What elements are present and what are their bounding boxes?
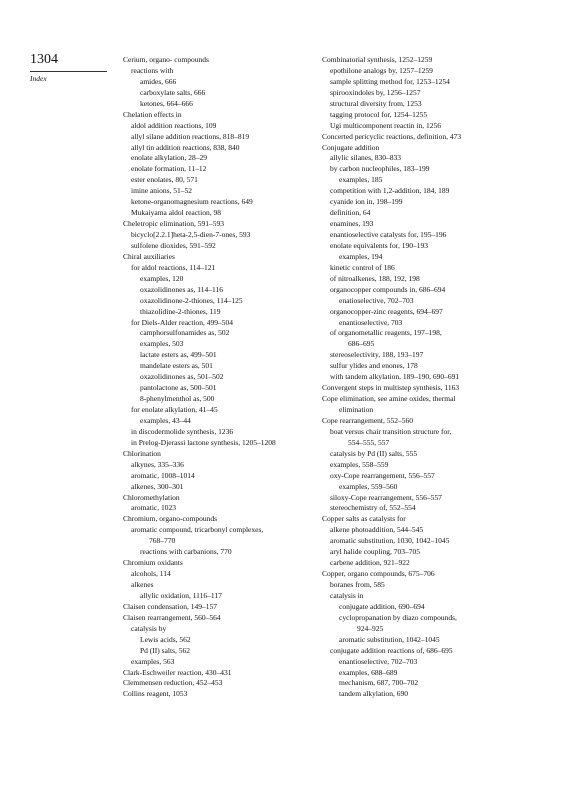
index-subentry: organocopper compounds in, 686–694 (330, 284, 446, 294)
index-subentry: alkynes, 335–336 (131, 459, 184, 469)
index-entry: Collins reagent, 1053 (123, 689, 188, 699)
index-subentry: carboxylate salts, 666 (140, 87, 206, 97)
index-subentry: with tandem alkylation, 189–190, 690–691 (330, 372, 460, 382)
index-subentry: in discodermolide synthesis, 1236 (131, 426, 234, 436)
index-subentry: ketones, 664–666 (140, 98, 193, 108)
section-label: Index (30, 74, 47, 83)
index-subentry: for enolate alkylation, 41–45 (131, 405, 218, 414)
index-subentry: boat versus chair transition structure for, (330, 426, 452, 436)
index-entry: Chromium, organo-compounds (123, 514, 218, 524)
index-subentry: oxazolidinone-2-thiones, 114–125 (140, 295, 243, 305)
index-subentry: camphorsulfonamides as, 502 (140, 328, 230, 338)
index-entry: Combinatorial synthesis, 1252–1259 (322, 55, 433, 64)
index-subentry: allylic oxidation, 1116–117 (140, 590, 222, 600)
page-number: 1304 (30, 52, 58, 67)
index-subentry: mechanism, 687, 700–702 (339, 678, 419, 688)
index-subentry: Ugi multicomponent reactin in, 1256 (330, 120, 442, 130)
index-subentry: spirooxindoles by, 1256–1257 (330, 87, 421, 97)
index-subentry: for Diels-Alder reaction, 499–504 (131, 317, 234, 327)
index-subentry: enatioselective, 702–703 (339, 295, 414, 305)
index-entry: Chlorination (123, 448, 161, 458)
index-subentry: carbene addition, 921–922 (330, 558, 410, 568)
index-subentry: aromatic substitution, 1030, 1042–1045 (330, 536, 450, 546)
index-subentry: reactions with carbanions, 770 (140, 547, 232, 557)
index-entry: Cope rearrangement, 552–560 (322, 415, 414, 425)
index-entry: Concerted pericyclic reactions, definition, 473 (322, 131, 462, 141)
index-subentry: cyclopropanation by diazo compounds, (339, 612, 457, 622)
index-subentry: enantioselective, 703 (339, 317, 403, 327)
index-entry: Convergent steps in multistep synthesis, 1163 (322, 383, 460, 393)
index-subentry: enantioselective catalysts for, 195–196 (330, 230, 447, 239)
index-subentry: sulfur ylides and enones, 178 (330, 361, 418, 371)
index-entry: Copper, organo compounds, 675–706 (322, 569, 435, 579)
index-entry: Clark-Eschweiler reaction, 430–431 (123, 667, 232, 677)
index-subentry: aromatic, 1008–1014 (131, 470, 195, 480)
index-subentry: sample splitting method for, 1253–1254 (330, 76, 450, 86)
index-subentry: of organometallic reagents, 197–198, (330, 328, 442, 338)
index-subentry: thiazolidine-2-thiones, 119 (140, 306, 221, 316)
index-subentry: examples, 563 (131, 656, 175, 666)
index-subentry: examples, 559–560 (339, 481, 398, 491)
index-subentry: catalysis by (131, 623, 167, 633)
index-subentry: boranes from, 585 (330, 580, 385, 589)
index-subentry: allyl silane addition reactions, 818–819 (131, 131, 250, 141)
index-subentry: examples, 43–44 (140, 415, 191, 425)
index-subentry: examples, 120 (140, 273, 184, 283)
index-entry: Clemmensen reduction, 452–453 (123, 678, 223, 688)
index-subentry: 768–770 (149, 536, 176, 546)
index-subentry: catalysis by Pd (II) salts, 555 (330, 448, 418, 458)
index-subentry: lactate esters as, 499–501 (140, 350, 217, 360)
index-subentry: elimination (339, 405, 374, 414)
index-subentry: enolate equivalents for, 190–193 (330, 240, 429, 250)
index-subentry: examples, 503 (140, 339, 184, 349)
index-subentry: ketone-organomagnesium reactions, 649 (131, 197, 253, 207)
index-entry: Cheletropic elimination, 591–593 (123, 219, 225, 229)
index-subentry: tagging protocol for, 1254–1255 (330, 109, 428, 119)
index-subentry: stereochemistry of, 552–554 (330, 503, 416, 513)
index-entry: Cerium, organo- compounds (123, 55, 209, 64)
index-subentry: mandelate esters as, 501 (140, 361, 213, 371)
index-entry: Chloromethylation (123, 492, 180, 502)
index-subentry: Lewis acids, 562 (140, 634, 191, 644)
index-subentry: oxy-Cope rearrangement, 556–557 (330, 470, 435, 480)
index-entry: Claisen rearrangement, 560–564 (123, 612, 221, 622)
index-subentry: aldol addition reactions, 109 (131, 120, 217, 130)
index-subentry: examples, 688–689 (339, 667, 398, 677)
index-subentry: examples, 194 (339, 251, 383, 261)
index-subentry: 554–555, 557 (348, 437, 390, 447)
index-entry: Chiral auxiliaries (123, 251, 175, 261)
index-subentry: kinetic control of 186 (330, 262, 395, 272)
index-subentry: aromatic, 1023 (131, 503, 176, 513)
index-subentry: aryl halide coupling, 703–705 (330, 547, 420, 557)
index-subentry: oxazolidinones as, 501–502 (140, 372, 224, 382)
index-subentry: siloxy-Cope rearrangement, 556–557 (330, 492, 442, 502)
index-subentry: of nitroalkenes, 188, 192, 198 (330, 273, 420, 283)
index-entry: Conjugate addition (322, 142, 380, 152)
index-subentry: alkenes (131, 580, 154, 589)
index-subentry: tandem alkylation, 690 (339, 689, 408, 699)
index-subentry: aromatic compound, tricarbonyl complexes, (131, 525, 264, 535)
index-subentry: for aldol reactions, 114–121 (131, 262, 216, 272)
index-subentry: epothilone analogs by, 1257–1259 (330, 65, 433, 75)
index-subentry: ester enolates, 80, 571 (131, 175, 198, 185)
index-entry: Copper salts as catalysts for (322, 514, 406, 524)
index-subentry: alkene photoaddition, 544–545 (330, 525, 424, 535)
index-subentry: competition with 1,2-addition, 184, 189 (330, 186, 450, 196)
index-subentry: structural diversity from, 1253 (330, 98, 422, 108)
index-subentry: enamines, 193 (330, 219, 374, 229)
index-subentry: aromatic substitution, 1042–1045 (339, 634, 440, 644)
index-subentry: by carbon nucleophiles, 183–199 (330, 164, 430, 174)
index-subentry: Pd (II) salts, 562 (140, 645, 190, 655)
index-entry: Chelation effects in (123, 109, 182, 119)
index-subentry: bicyclo[2.2.1]heta-2,5-dien-7-ones, 593 (131, 230, 251, 239)
index-subentry: enolate alkylation, 28–29 (131, 153, 208, 163)
index-subentry: allyl tin addition reactions, 838, 840 (131, 142, 240, 152)
index-subentry: amides, 666 (140, 76, 177, 86)
index-subentry: catalysis in (330, 590, 364, 600)
index-subentry: cyanide ion in, 198–199 (330, 197, 403, 207)
index-subentry: in Prelog-Djerassi lactone synthesis, 1205–1208 (131, 437, 276, 447)
index-subentry: 686–695 (348, 339, 375, 349)
index-subentry: pantolactone as, 500–501 (140, 383, 217, 393)
index-subentry: examples, 185 (339, 175, 383, 185)
index-column-right (322, 55, 461, 700)
index-entry: Chromium oxidants (123, 558, 183, 568)
index-subentry: Mukaiyama aldol reaction, 98 (131, 208, 221, 218)
header-rule (30, 71, 107, 72)
index-entry: Claisen condensation, 149–157 (123, 601, 217, 611)
index-subentry: examples, 558–559 (330, 459, 389, 469)
index-subentry: alcohols, 114 (131, 569, 171, 579)
index-subentry: 924–925 (357, 623, 384, 633)
index-subentry: sulfolene dioxides, 591–592 (131, 240, 216, 250)
index-subentry: allylic silanes, 830–833 (330, 153, 402, 163)
index-subentry: reactions with (131, 65, 174, 75)
index-column-left (123, 55, 276, 700)
index-subentry: conjugate addition reactions of, 686–695 (330, 645, 453, 655)
index-subentry: oxazolidinones as, 114–116 (140, 284, 223, 294)
index-entry: Cope elimination, see amine oxides, thermal (322, 394, 456, 404)
index-subentry: conjugate addition, 690–694 (339, 601, 425, 611)
index-subentry: 8-phenylmenthol as, 500 (140, 394, 215, 404)
index-subentry: enolate formation, 11–12 (131, 164, 207, 174)
index-subentry: imine anions, 51–52 (131, 186, 193, 196)
index-subentry: enantioselective, 702–703 (339, 656, 418, 666)
index-subentry: definition, 64 (330, 208, 371, 218)
index-subentry: organocopper-zinc reagents, 694–697 (330, 306, 443, 316)
index-subentry: alkenes, 300–301 (131, 481, 184, 491)
index-subentry: stereoselectivity, 188, 193–197 (330, 350, 424, 360)
